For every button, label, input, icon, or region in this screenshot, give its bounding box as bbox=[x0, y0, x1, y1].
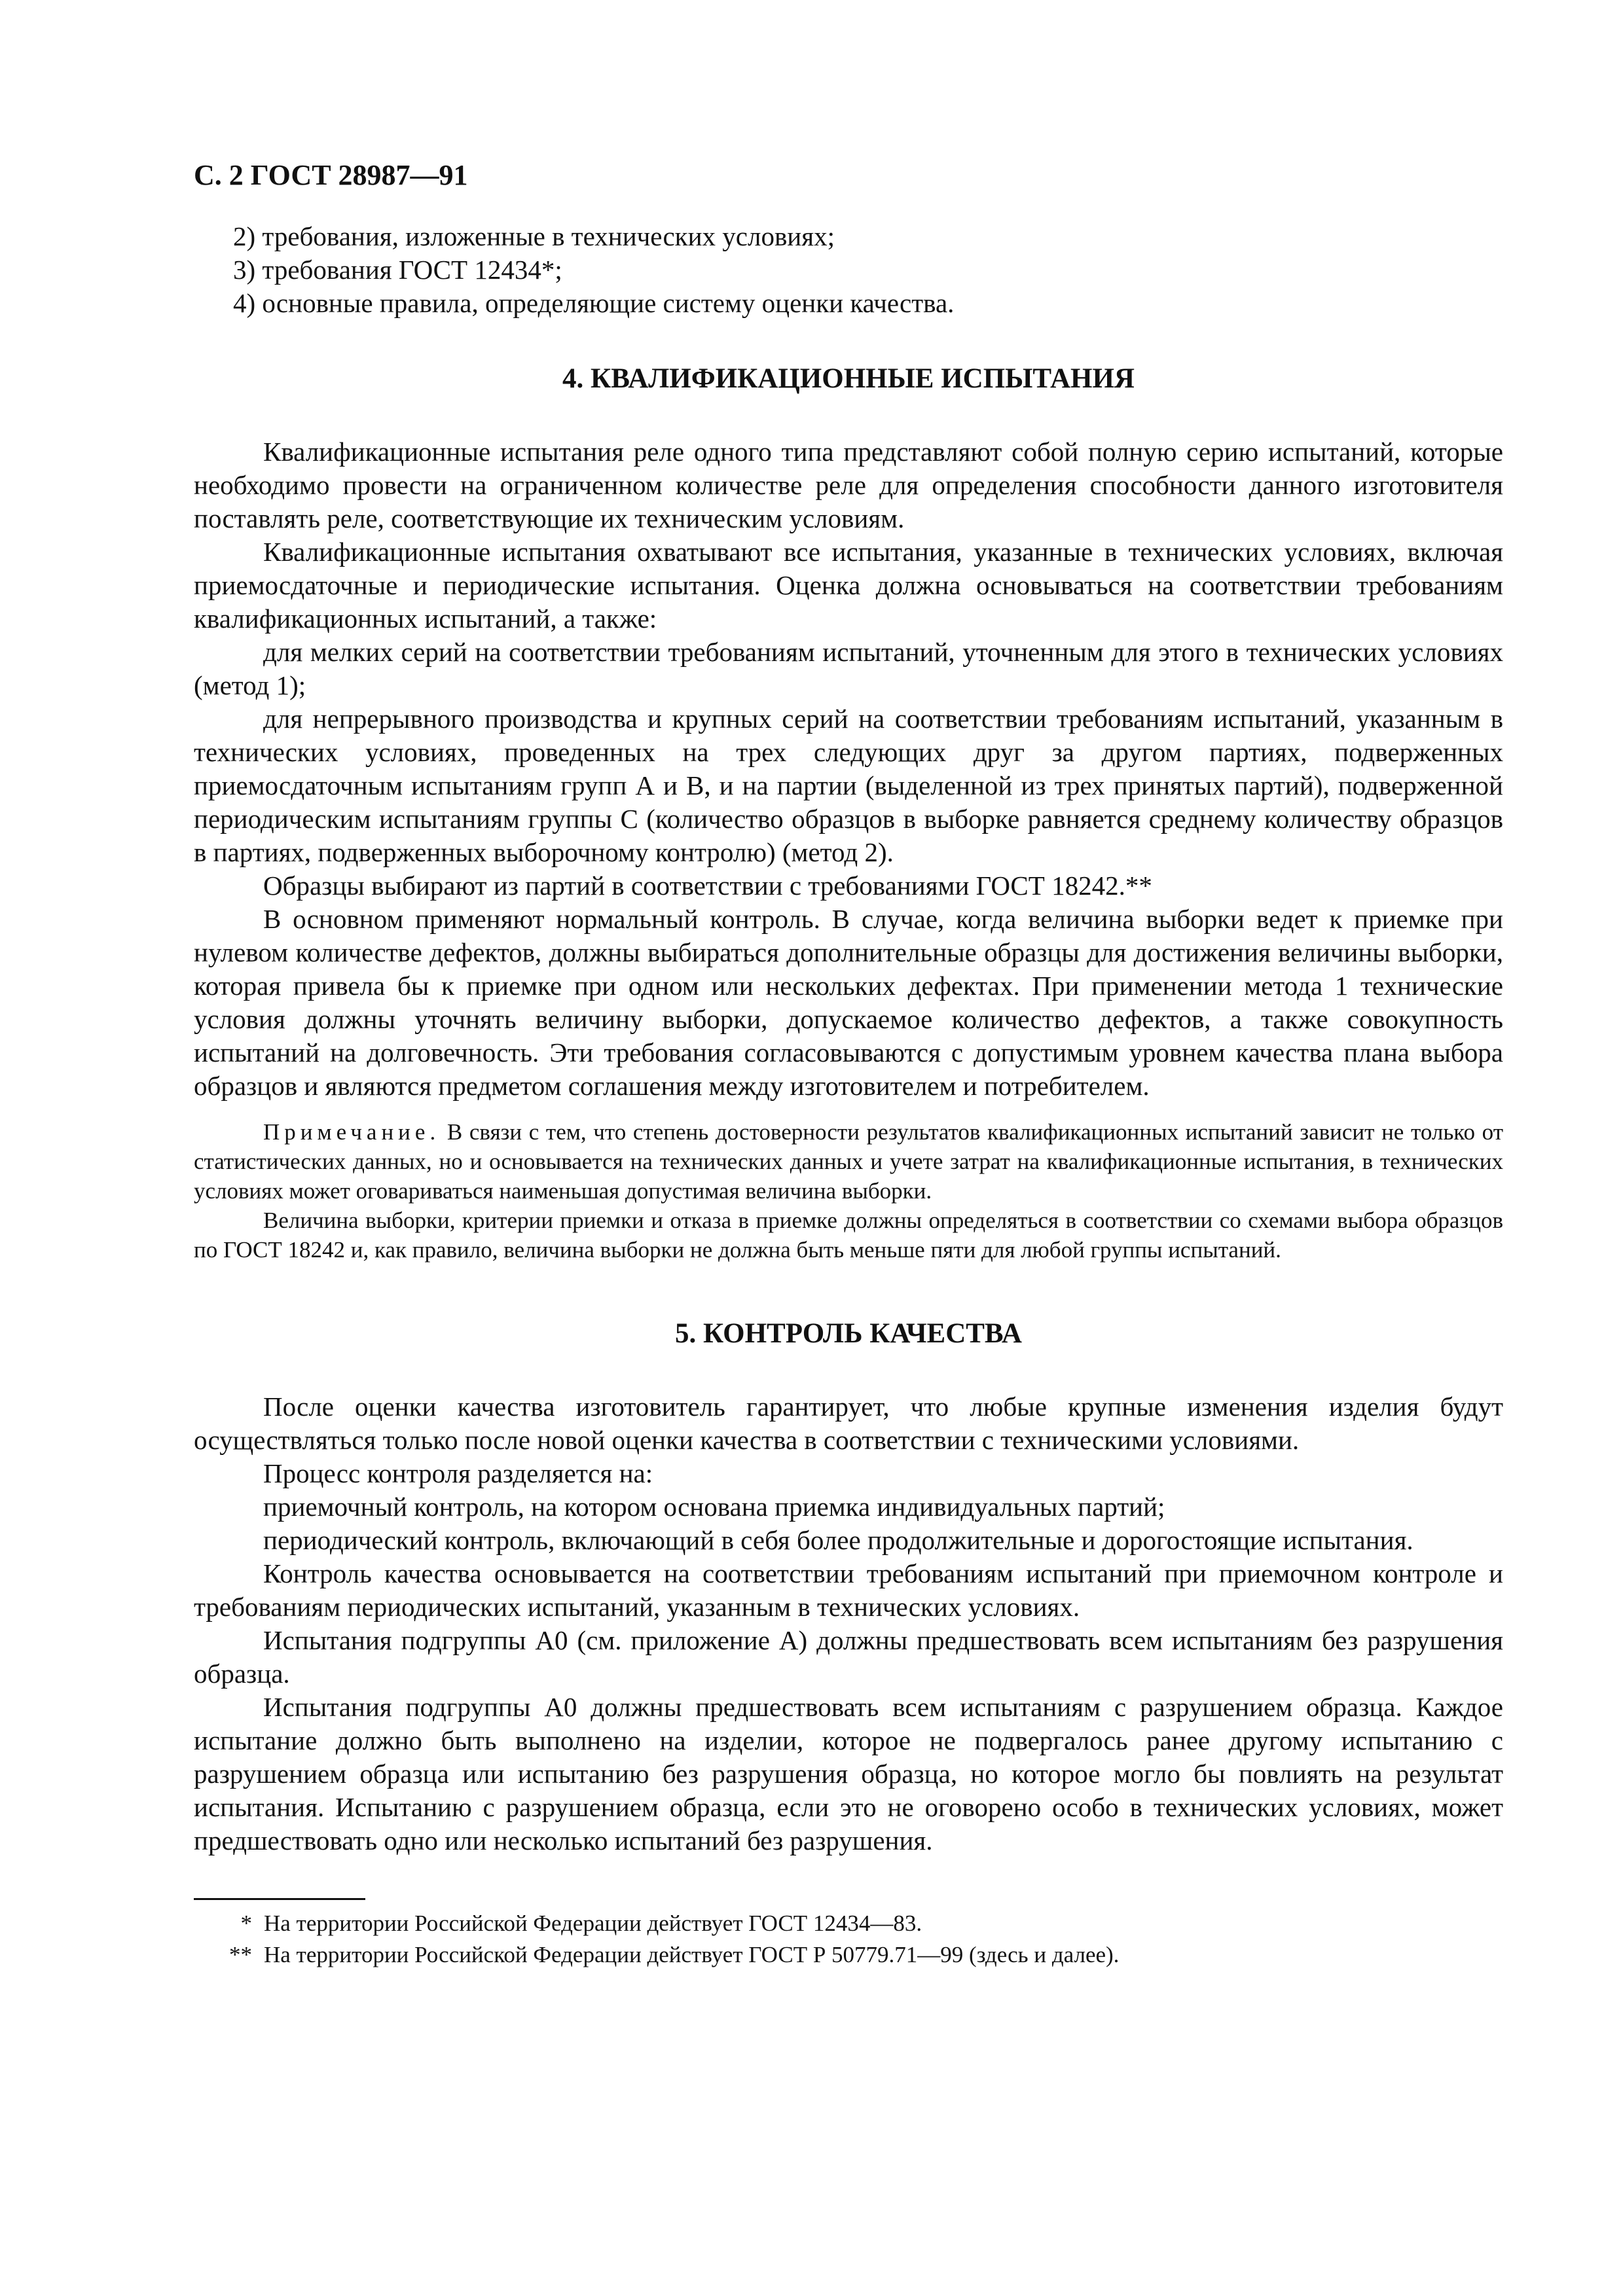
footnote bbox=[194, 1939, 1503, 1971]
paragraph: приемочный контроль, на котором основана приемка индивидуальных партий; bbox=[263, 1492, 1165, 1522]
footnote-mark: * bbox=[240, 1910, 252, 1936]
document-page bbox=[194, 157, 1503, 1971]
note-text: В связи с тем, что степень достоверности результатов квалификационных испытаний зависит не только от статистических данных, но и основывается на технических данных и учете затрат на квалификационные испытания, в технических условиях может оговариваться наименьшая допустимая величина выборки. bbox=[194, 1119, 1503, 1204]
note-label: Примечание. bbox=[263, 1119, 441, 1145]
section-5-body bbox=[194, 1390, 1503, 1857]
paragraph: Образцы выбирают из партий в соответствии с требованиями ГОСТ 18242.** bbox=[263, 870, 1152, 901]
footnote-mark: ** bbox=[229, 1942, 252, 1967]
footnote-divider bbox=[194, 1898, 365, 1900]
paragraph: Испытания подгруппы А0 должны предшествовать всем испытаниям с разрушением образца. Каждое испытание должно быть выполнено на изделии, которое не подвергалось ранее другому испытанию с разрушением образца или испытанию без разрушения образца, но которое могло бы повлиять на результат испытания. Испытанию с разрушением образца, если это не оговорено особо в технических условиях, может предшествовать одно или несколько испытаний без разрушения. bbox=[194, 1692, 1503, 1856]
intro-list bbox=[194, 220, 1503, 320]
note-block bbox=[194, 1117, 1503, 1265]
paragraph: Испытания подгруппы А0 (см. приложение А) должны предшествовать всем испытаниям без разрушения образца. bbox=[194, 1625, 1503, 1689]
note-paragraph bbox=[194, 1117, 1503, 1206]
paragraph: После оценки качества изготовитель гарантирует, что любые крупные изменения изделия будут осуществляться только после новой оценки качества в соответствии с техническими условиями. bbox=[194, 1391, 1503, 1455]
list-item: 4) основные правила, определяющие систему оценки качества. bbox=[233, 288, 955, 318]
footnotes bbox=[194, 1898, 1503, 1971]
paragraph: В основном применяют нормальный контроль. В случае, когда величина выборки ведет к приемке при нулевом количестве дефектов, должны выбираться дополнительные образцы для достижения величины выборки, которая привела бы к приемке при одном или нескольких дефектах. При применении метода 1 технические условия должны уточнять величину выборки, допускаемое количество дефектов, а также совокупность испытаний на долговечность. Эти требования согласовываются с допустимым уровнем качества плана выбора образцов и являются предметом соглашения между изготовителем и потребителем. bbox=[194, 904, 1503, 1101]
paragraph: Квалификационные испытания реле одного типа представляют собой полную серию испытаний, которые необходимо провести на ограниченном количестве реле для определения способности данного изготовителя поставлять реле, соответствующие их техническим условиям. bbox=[194, 437, 1503, 533]
list-item: 2) требования, изложенные в технических условиях; bbox=[233, 221, 835, 251]
footnote-text: На территории Российской Федерации действует ГОСТ 12434—83. bbox=[264, 1910, 922, 1936]
paragraph: периодический контроль, включающий в себя более продолжительные и дорогостоящие испытания. bbox=[263, 1525, 1413, 1555]
paragraph: для мелких серий на соответствии требованиям испытаний, уточненным для этого в технических условиях (метод 1); bbox=[194, 637, 1503, 700]
running-header: С. 2 ГОСТ 28987—91 bbox=[194, 159, 468, 191]
paragraph: для непрерывного производства и крупных серий на соответствии требованиям испытаний, указанным в технических условиях, проведенных на трех следующих друг за другом партиях, подверженных приемосдаточным испытаниям групп А и В, и на партии (выделенной из трех принятых партий), подверженной периодическим испытаниям группы С (количество образцов в выборке равняется среднему количеству образцов в партиях, подверженных выборочному контролю) (метод 2). bbox=[194, 704, 1503, 867]
note-paragraph-2: Величина выборки, критерии приемки и отказа в приемке должны определяться в соответствии со схемами выбора образцов по ГОСТ 18242 и, как правило, величина выборки не должна быть меньше пяти для любой группы испытаний. bbox=[194, 1208, 1503, 1263]
paragraph: Контроль качества основывается на соответствии требованиям испытаний при приемочном контроле и требованиям периодических испытаний, указанным в технических условиях. bbox=[194, 1558, 1503, 1622]
footnote bbox=[194, 1908, 1503, 1939]
paragraph: Процесс контроля разделяется на: bbox=[263, 1458, 653, 1488]
section-4-title: 4. КВАЛИФИКАЦИОННЫЕ ИСПЫТАНИЯ bbox=[562, 363, 1135, 394]
list-item: 3) требования ГОСТ 12434*; bbox=[233, 255, 562, 285]
section-4-body bbox=[194, 435, 1503, 1103]
footnote-text: На территории Российской Федерации действует ГОСТ Р 50779.71—99 (здесь и далее). bbox=[264, 1942, 1120, 1967]
paragraph: Квалификационные испытания охватывают все испытания, указанные в технических условиях, включая приемосдаточные и периодические испытания. Оценка должна основываться на соответствии требованиям квалификационных испытаний, а также: bbox=[194, 537, 1503, 634]
section-5-title: 5. КОНТРОЛЬ КАЧЕСТВА bbox=[675, 1318, 1022, 1349]
